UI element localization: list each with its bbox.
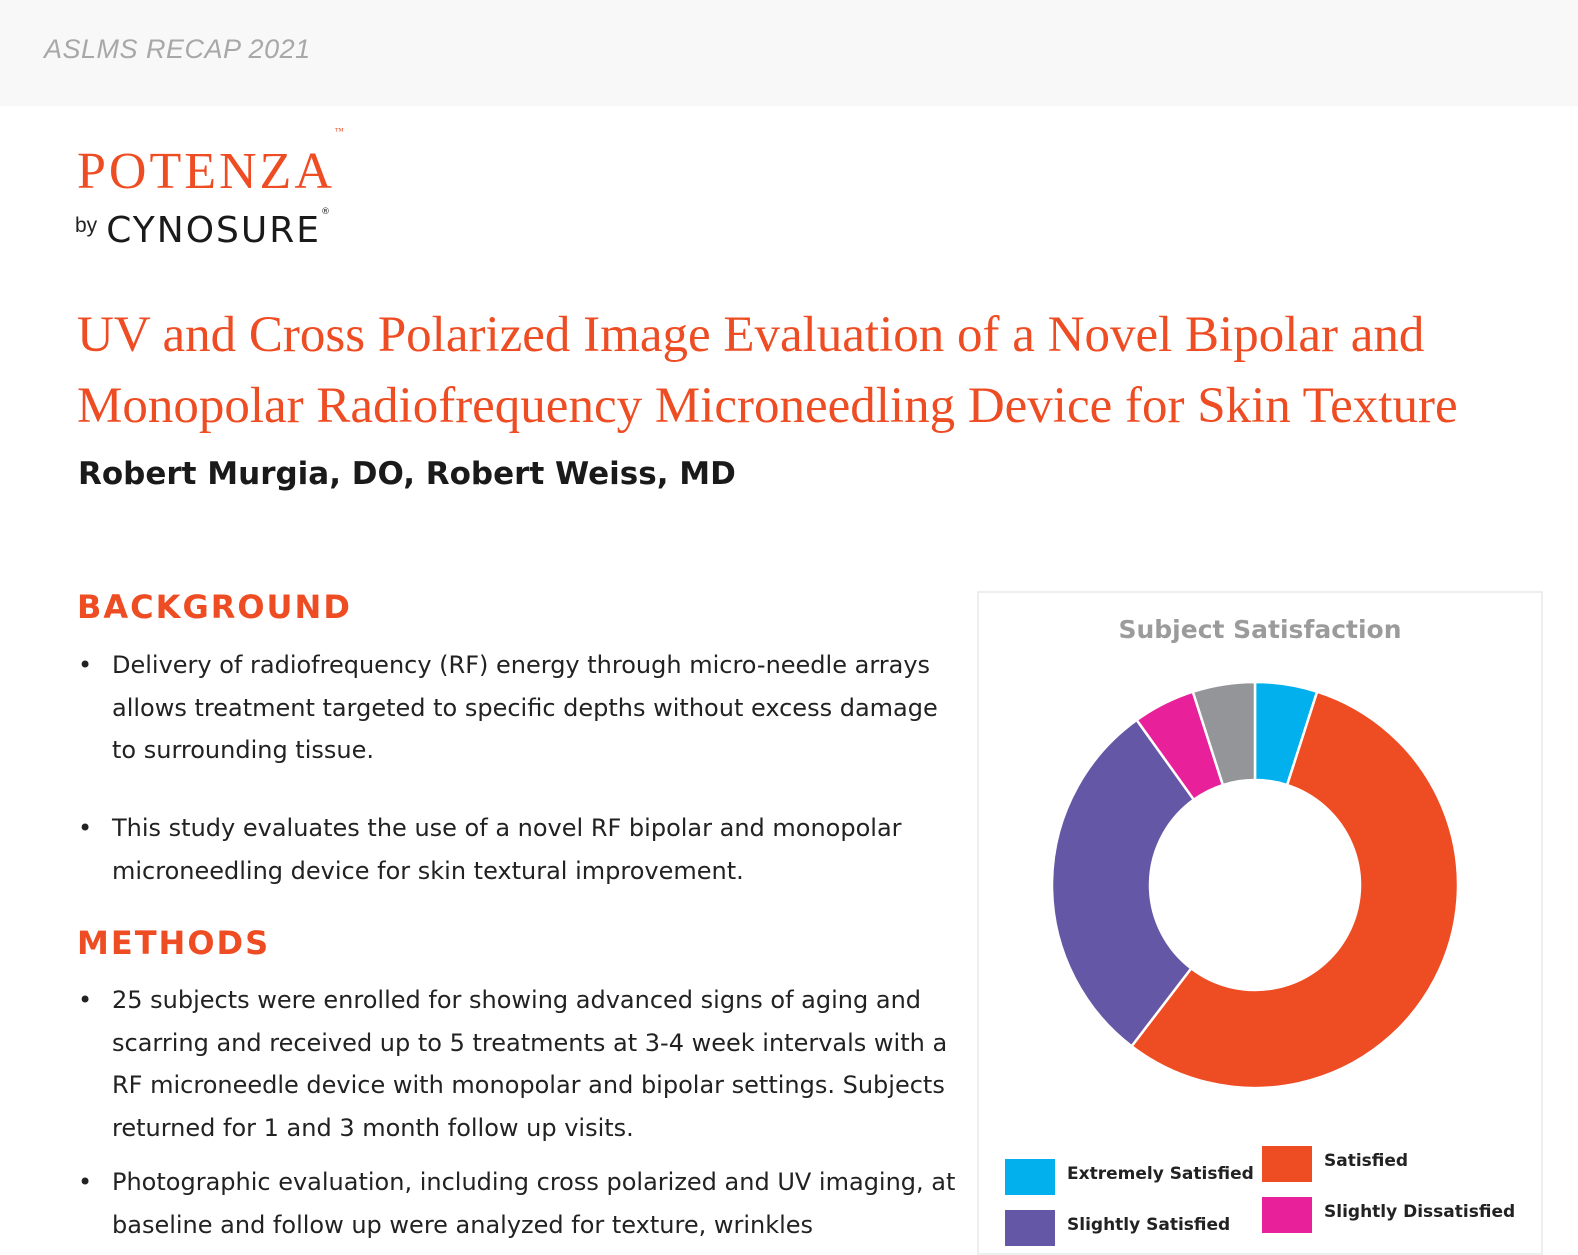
brand-name: POTENZA <box>77 143 335 200</box>
legend-swatch <box>1005 1159 1055 1195</box>
bullet-dot: • <box>78 1168 93 1196</box>
document-title: UV and Cross Polarized Image Evaluation of a Novel Bipolar and Monopolar Radiofrequency Microneedling Device for Skin Texture <box>77 307 1458 434</box>
bullet-text: Delivery of radiofrequency (RF) energy through micro-needle arrays allows treatment targeted to specific depths without excess damage to surrounding tissue. <box>112 651 938 764</box>
chart-title: Subject Satisfaction <box>1118 615 1402 644</box>
donut-chart <box>1029 678 1489 1108</box>
trademark-mark: ™ <box>334 125 344 136</box>
potenza-logo <box>77 125 344 200</box>
legend-label: Extremely Satisfied <box>1067 1164 1254 1184</box>
registered-mark: ® <box>321 206 331 217</box>
legend-label: Slightly Dissatisfied <box>1324 1202 1516 1222</box>
event-label: ASLMS RECAP 2021 <box>44 34 311 64</box>
bullet-dot: • <box>78 986 93 1014</box>
by-label: by <box>75 214 98 237</box>
bullet-dot: • <box>78 651 93 679</box>
bullet-text: Photographic evaluation, including cross polarized and UV imaging, at baseline and follow up were analyzed for texture, wrinkles <box>112 1168 956 1239</box>
legend-swatch <box>1005 1210 1055 1246</box>
legend-label: Slightly Satisfied <box>1067 1215 1231 1235</box>
authors: Robert Murgia, DO, Robert Weiss, MD <box>78 456 736 492</box>
legend-label: Satisfied <box>1324 1151 1409 1171</box>
bullet-text: This study evaluates the use of a novel RF bipolar and monopolar microneedling device for skin textural improvement. <box>112 814 902 885</box>
cynosure-logo <box>75 206 331 251</box>
satisfaction-chart-card <box>977 591 1543 1255</box>
top-banner <box>0 0 1578 106</box>
bullet-text: 25 subjects were enrolled for showing advanced signs of aging and scarring and received up to 5 treatments at 3-4 week intervals with a RF microneedle device with monopolar and bipolar settings. Subjects returned for 1 and 3 month follow up visits. <box>112 986 948 1142</box>
bullet-dot: • <box>78 814 93 842</box>
legend-swatch <box>1262 1146 1312 1182</box>
maker-name: CYNOSURE <box>106 210 322 251</box>
methods-heading: METHODS <box>77 924 271 962</box>
background-heading: BACKGROUND <box>77 588 352 626</box>
